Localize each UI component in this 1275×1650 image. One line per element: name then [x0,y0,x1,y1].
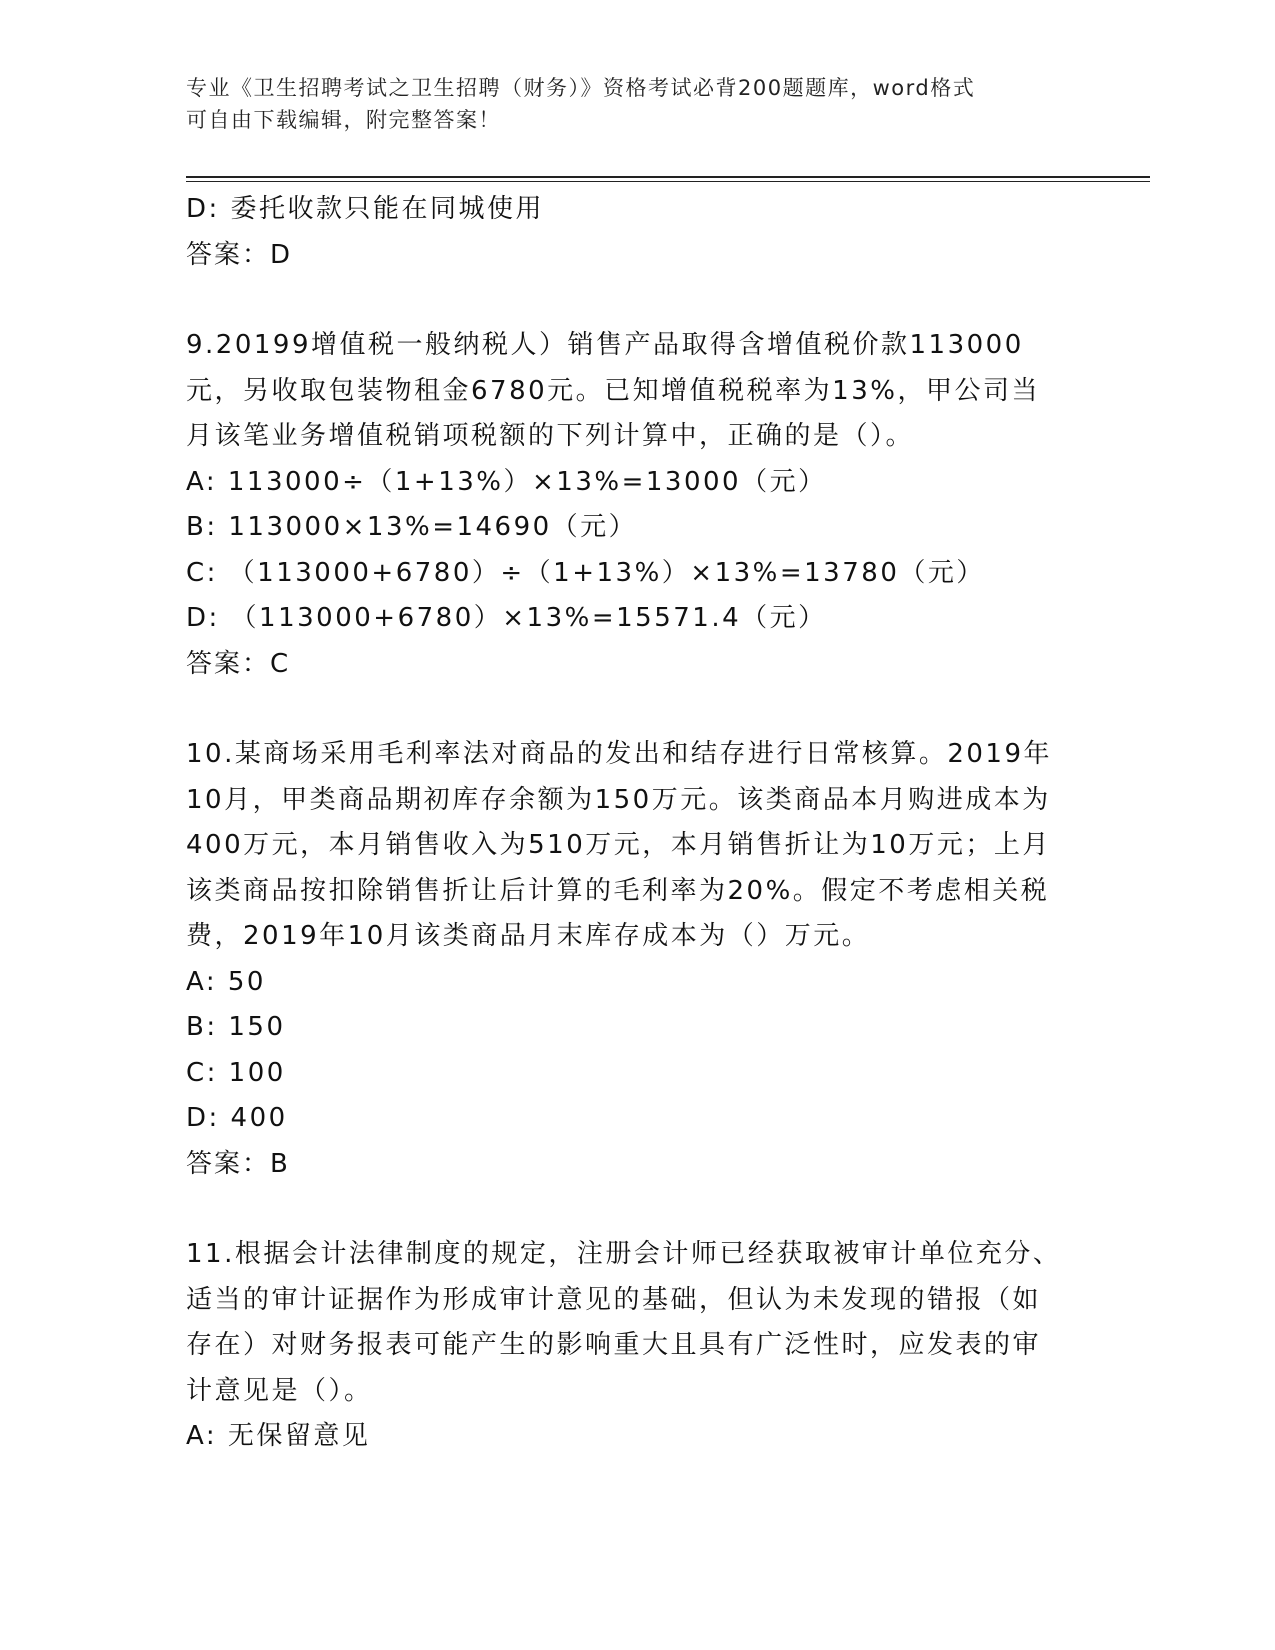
question-text: 11.根据会计法律制度的规定，注册会计师已经获取被审计单位充分、适当的审计证据作为形成审计意见的基础，但认为未发现的错报（如存在）对财务报表可能产生的影响重大且具有广泛性时，应发表的审计意见是（）。 [186,1239,1062,1406]
answer-line: 答案：C [186,648,291,679]
question-text: 10.某商场采用毛利率法对商品的发出和结存进行日常核算。2019年10月，甲类商品期初库存余额为150万元。该类商品本月购进成本为400万元，本月销售收入为510万元，本月销售折让为10万元；上月该类商品按扣除销售折让后计算的毛利率为20%。假定不考虑相关税费，2019年10月该类商品月末库存成本为（）万元。 [186,739,1053,951]
question-9 [186,323,1066,687]
spacer [186,687,1066,732]
option-a: A: 无保留意见 [186,1421,371,1451]
document-content [186,187,1066,1460]
spacer [186,1187,1066,1232]
answer-line: 答案：B [186,1148,290,1179]
option-d: D: 委托收款只能在同城使用 [186,194,545,224]
spacer [186,278,1066,323]
header-line-1: 专业《卫生招聘考试之卫生招聘（财务）》资格考试必背200题题库，word格式 [186,76,976,100]
option-c: C: （113000+6780）÷（1+13%）×13%=13780（元） [186,557,985,588]
option-d: D: 400 [186,1103,288,1133]
document-header [186,72,1066,136]
option-d: D: （113000+6780）×13%=15571.4（元） [186,603,827,633]
question-8-tail [186,187,1066,278]
header-rule-thin [186,181,1150,182]
question-11 [186,1232,1066,1460]
header-rule-thick [186,176,1150,178]
option-b: B: 113000×13%=14690（元） [186,512,638,542]
header-line-2: 可自由下载编辑，附完整答案！ [186,108,501,132]
option-b: B: 150 [186,1012,286,1042]
answer-line: 答案：D [186,239,293,270]
option-c: C: 100 [186,1057,286,1088]
option-a: A: 113000÷（1+13%）×13%=13000（元） [186,466,827,497]
option-a: A: 50 [186,966,266,997]
question-10 [186,732,1066,1187]
question-text: 9.20199增值税一般纳税人）销售产品取得含增值税价款113000元，另收取包装物租金6780元。已知增值税税率为13%，甲公司当月该笔业务增值税销项税额的下列计算中，正确的是（）。 [186,330,1040,451]
